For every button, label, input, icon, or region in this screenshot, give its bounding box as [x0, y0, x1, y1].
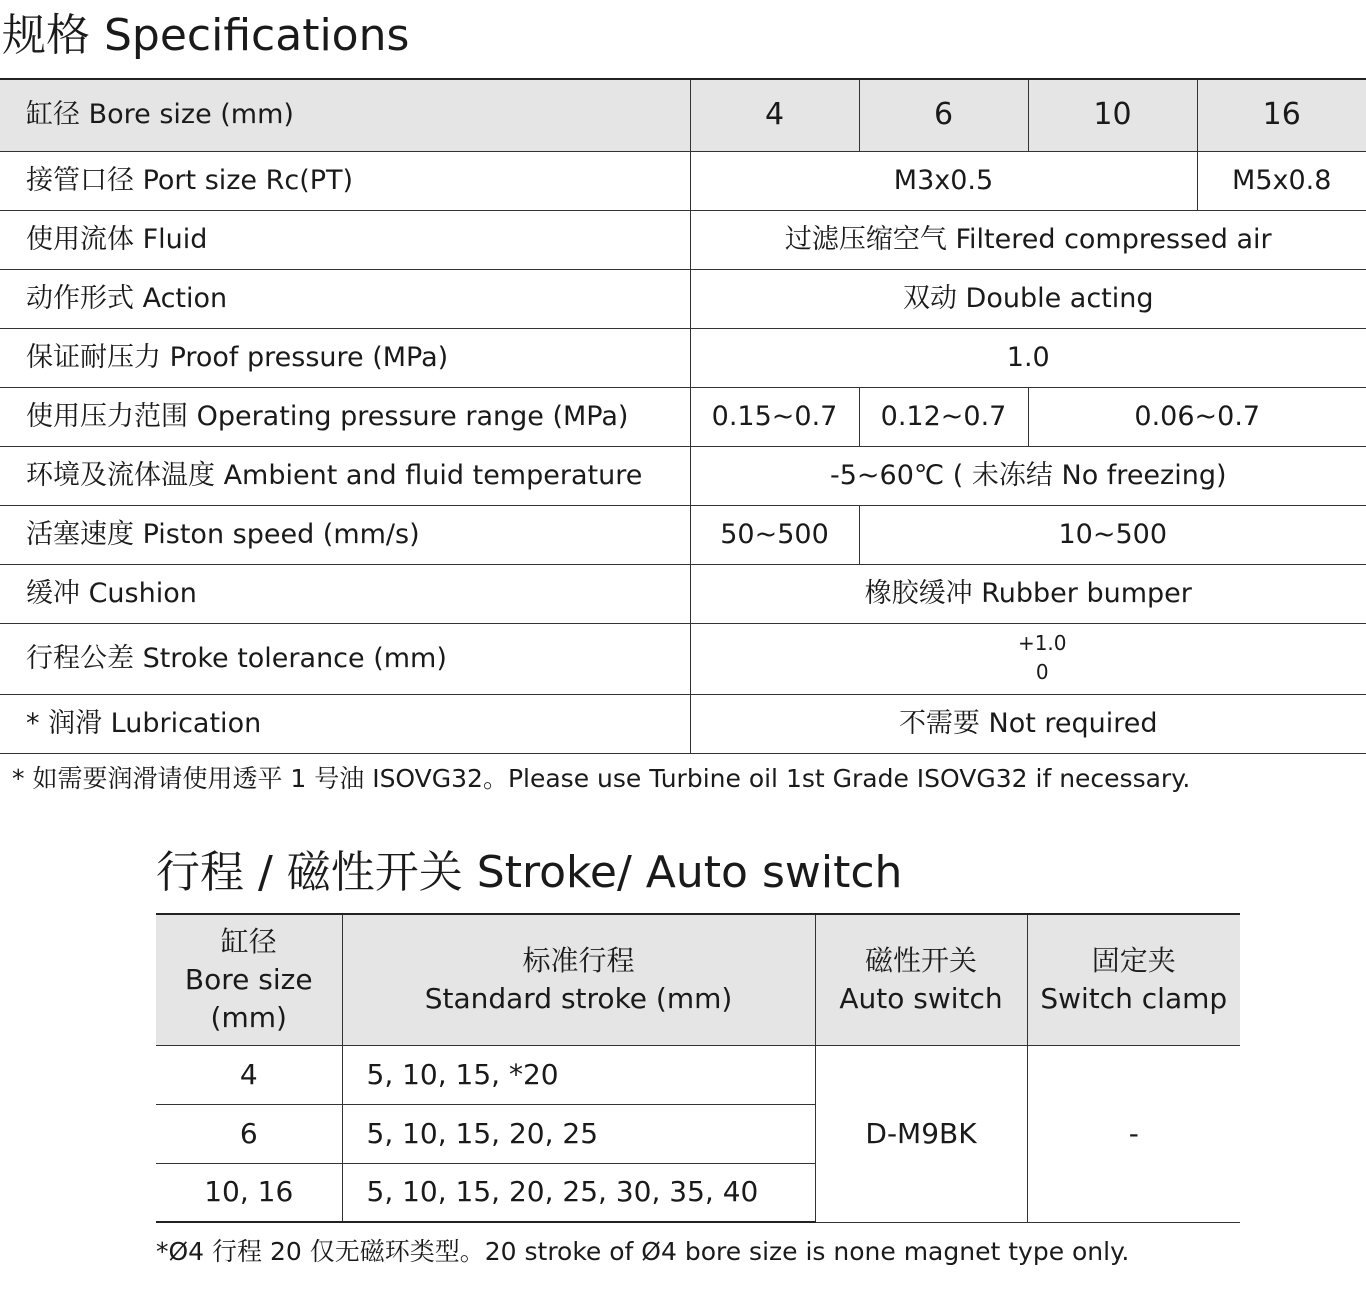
proof-pressure-value: 1.0 [690, 328, 1366, 387]
temperature-row [0, 446, 1366, 505]
switch-header-en: Auto switch [839, 981, 1003, 1015]
stroke-tolerance-value [690, 623, 1366, 694]
lubrication-label: * 润滑 Lubrication [26, 707, 262, 739]
proof-pressure-row [0, 328, 1366, 387]
switch-header-cn: 磁性开关 [864, 943, 977, 977]
specifications-table [0, 78, 1366, 754]
action-row [0, 269, 1366, 328]
port-size-row [0, 151, 1366, 210]
clamp-header-en: Switch clamp [1040, 981, 1228, 1015]
stroke-header-row [156, 914, 1240, 1045]
piston-speed-label: 活塞速度 Piston speed (mm/s) [26, 518, 420, 550]
tolerance-lower: 0 [1035, 660, 1049, 684]
bore-4: 4 [690, 79, 859, 151]
port-size-label: 接管口径 Port size Rc(PT) [26, 164, 354, 196]
bore-size-row [0, 79, 1366, 151]
operating-pressure-6: 0.12~0.7 [859, 387, 1028, 446]
stroke-bore-cell: 10, 16 [156, 1163, 342, 1222]
stroke-values-cell: 5, 10, 15, *20 [342, 1045, 815, 1104]
operating-pressure-label: 使用压力范围 Operating pressure range (MPa) [26, 400, 629, 432]
bore-6: 6 [859, 79, 1028, 151]
fluid-value: 过滤压缩空气 Filtered compressed air [690, 210, 1366, 269]
stroke-tolerance-label: 行程公差 Stroke tolerance (mm) [26, 642, 447, 674]
bore-16: 16 [1197, 79, 1366, 151]
bore-header-cn: 缸径 [220, 924, 277, 958]
fluid-row [0, 210, 1366, 269]
lubrication-note: * 如需要润滑请使用透平 1 号油 ISOVG32。Please use Turbine oil 1st Grade ISOVG32 if necessary. [12, 764, 1191, 793]
lubrication-row [0, 694, 1366, 753]
action-label: 动作形式 Action [26, 282, 228, 314]
stroke-values-cell: 5, 10, 15, 20, 25, 30, 35, 40 [342, 1163, 815, 1222]
standard-stroke-header [342, 914, 815, 1045]
fluid-label: 使用流体 Fluid [26, 223, 208, 255]
piston-speed-4: 50~500 [690, 505, 859, 564]
stroke-bore-cell: 6 [156, 1104, 342, 1163]
stroke-bore-cell: 4 [156, 1045, 342, 1104]
bore-10: 10 [1028, 79, 1197, 151]
table-row [156, 1045, 1240, 1104]
action-value: 双动 Double acting [690, 269, 1366, 328]
clamp-header-cn: 固定夹 [1091, 943, 1176, 977]
port-size-small: M3x0.5 [690, 151, 1197, 210]
switch-clamp-value: - [1027, 1045, 1240, 1222]
temperature-value: -5~60℃ ( 未冻结 No freezing) [690, 446, 1366, 505]
tolerance-upper: +1.0 [1017, 631, 1067, 655]
stroke-values-cell: 5, 10, 15, 20, 25 [342, 1104, 815, 1163]
operating-pressure-10-16: 0.06~0.7 [1028, 387, 1366, 446]
auto-switch-header [815, 914, 1027, 1045]
operating-pressure-4: 0.15~0.7 [690, 387, 859, 446]
standard-header-cn: 标准行程 [522, 943, 635, 977]
proof-pressure-label: 保证耐压力 Proof pressure (MPa) [26, 341, 449, 373]
standard-header-en: Standard stroke (mm) [424, 981, 733, 1015]
piston-speed-row [0, 505, 1366, 564]
bore-size-label: 缸径 Bore size (mm) [0, 79, 690, 151]
temperature-label: 环境及流体温度 Ambient and fluid temperature [26, 459, 643, 491]
stroke-title: 行程 / 磁性开关 Stroke/ Auto switch [156, 847, 903, 898]
bore-header-en: Bore size [184, 962, 313, 996]
bore-size-header [156, 914, 342, 1045]
magnet-note: *Ø4 行程 20 仅无磁环类型。20 stroke of Ø4 bore size is none magnet type only. [156, 1237, 1130, 1266]
cushion-row [0, 564, 1366, 623]
port-size-large: M5x0.8 [1197, 151, 1366, 210]
cushion-value: 橡胶缓冲 Rubber bumper [690, 564, 1366, 623]
stroke-table [156, 913, 1240, 1223]
specifications-title: 规格 Specifications [2, 10, 410, 61]
lubrication-value: 不需要 Not required [690, 694, 1366, 753]
cushion-label: 缓冲 Cushion [26, 577, 197, 609]
piston-speed-6-16: 10~500 [859, 505, 1366, 564]
bore-header-unit: (mm) [210, 1000, 287, 1034]
auto-switch-value: D-M9BK [815, 1045, 1027, 1222]
switch-clamp-header [1027, 914, 1240, 1045]
operating-pressure-row [0, 387, 1366, 446]
stroke-tolerance-row [0, 623, 1366, 694]
